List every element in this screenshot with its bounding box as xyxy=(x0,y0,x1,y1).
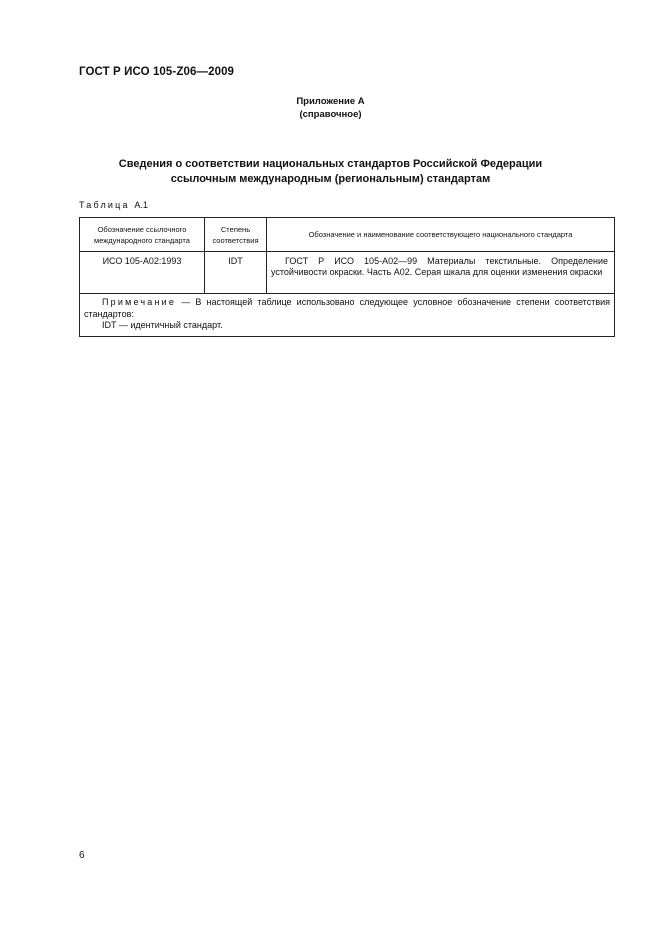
header-reference-standard: Обозначение ссылочного международного стандарта xyxy=(80,218,205,252)
cell-national-standard xyxy=(267,252,615,294)
table-caption-word: Таблица xyxy=(79,200,130,210)
note-item: IDT — идентичный стандарт. xyxy=(102,320,223,330)
table-header-row xyxy=(80,218,615,252)
table-caption xyxy=(79,200,148,210)
cell-reference-standard: ИСО 105-А02:1993 xyxy=(80,252,205,294)
header-degree: Степень соответствия xyxy=(205,218,267,252)
table-note-row xyxy=(80,294,615,337)
header-national-standard: Обозначение и наименование соответствующего национального стандарта xyxy=(267,218,615,252)
table-row xyxy=(80,252,615,294)
annex-title: Приложение А xyxy=(296,96,365,107)
standards-table xyxy=(79,217,615,337)
document-code: ГОСТ Р ИСО 105-Z06—2009 xyxy=(79,66,235,78)
annex-type: (справочное) xyxy=(299,109,362,120)
table-caption-number: А.1 xyxy=(134,200,148,210)
national-standard-text: ГОСТ Р ИСО 105-А02—99 Материалы текстильные. Определение устойчивости окраски. Часть А02. Серая шкала для оценки изменения окраски xyxy=(271,256,608,277)
note-text: — В настоящей таблице использовано следующее условное обозначение степени соответствия стандартов: xyxy=(84,297,610,319)
section-title-line-1: Сведения о соответствии национальных стандартов Российской Федерации xyxy=(118,158,543,170)
table-note xyxy=(80,294,615,337)
section-title-line-2: ссылочным международным (региональным) стандартам xyxy=(170,173,491,185)
page-number: 6 xyxy=(79,850,85,861)
cell-degree: IDT xyxy=(205,252,267,294)
note-label: Примечание xyxy=(102,297,177,307)
